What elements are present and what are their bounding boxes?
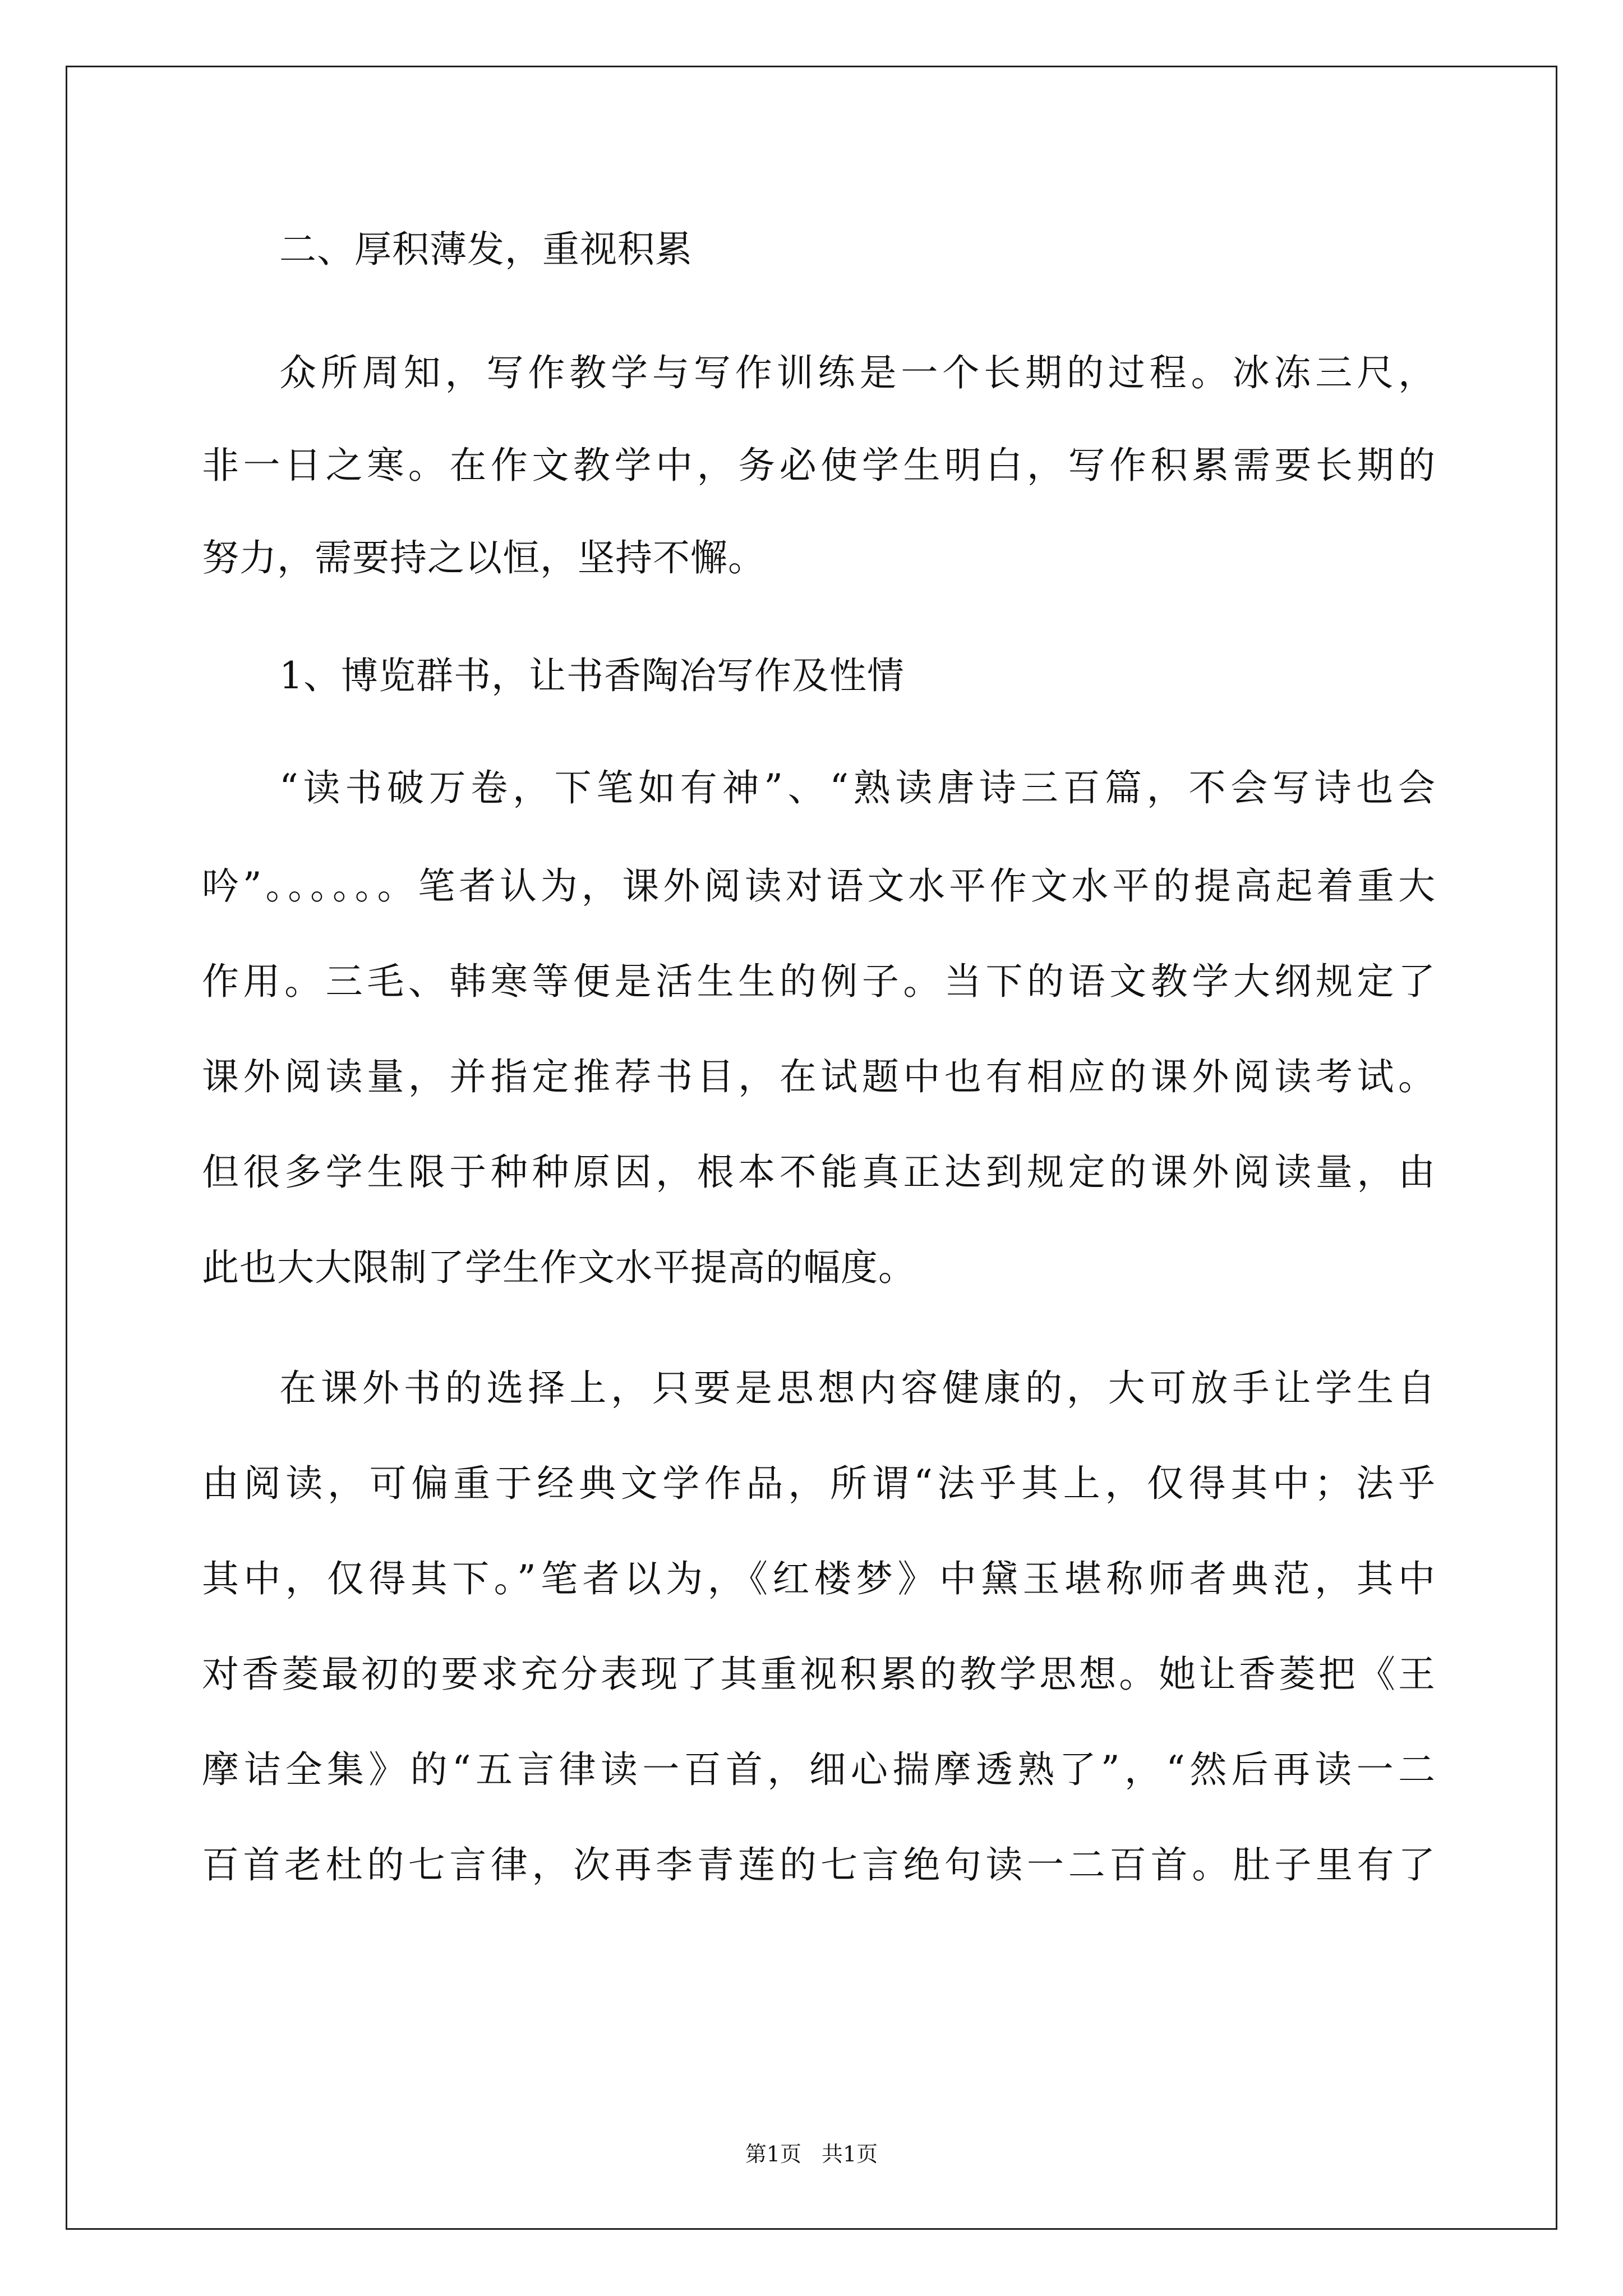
paragraph-line: 在课外书的选择上，只要是思想内容健康的，大可放手让学生自 xyxy=(279,1366,1436,1410)
section-heading: 二、厚积薄发，重视积累 xyxy=(279,228,693,271)
paragraph-line: 由阅读，可偏重于经典文学作品，所谓“法乎其上，仅得其中；法乎 xyxy=(202,1462,1436,1505)
page-footer xyxy=(0,2137,1623,2171)
paragraph-line: 努力，需要持之以恒，坚持不懈。 xyxy=(202,536,766,579)
paragraph-line: 作用。三毛、韩寒等便是活生生的例子。当下的语文教学大纲规定了 xyxy=(202,960,1436,1003)
page-total: 共1页 xyxy=(822,2142,878,2166)
paragraph-line: 百首老杜的七言律，次再李青莲的七言绝句读一二百首。肚子里有了 xyxy=(202,1843,1436,1887)
paragraph-line: 此也大大限制了学生作文水平提高的幅度。 xyxy=(202,1246,916,1289)
paragraph-line: 其中，仅得其下。”笔者以为，《红楼梦》中黛玉堪称师者典范，其中 xyxy=(202,1557,1436,1600)
paragraph-line: 摩诘全集》的“五言律读一百首，细心揣摩透熟了”，“然后再读一二 xyxy=(202,1748,1436,1791)
paragraph-line: 对香菱最初的要求充分表现了其重视积累的教学思想。她让香菱把《王 xyxy=(202,1653,1436,1696)
subsection-heading: 1、博览群书，让书香陶冶写作及性情 xyxy=(279,654,905,697)
paragraph-line: “读书破万卷，下笔如有神”、“熟读唐诗三百篇，不会写诗也会 xyxy=(279,766,1436,809)
paragraph-line: 但很多学生限于种种原因，根本不能真正达到规定的课外阅读量，由 xyxy=(202,1151,1436,1194)
page-number: 第1页 xyxy=(745,2142,801,2166)
paragraph-line: 课外阅读量，并指定推荐书目，在试题中也有相应的课外阅读考试。 xyxy=(202,1055,1436,1098)
paragraph-line: 吟”。。。。。。笔者认为，课外阅读对语文水平作文水平的提高起着重大 xyxy=(202,864,1436,908)
paragraph-line: 非一日之寒。在作文教学中，务必使学生明白，写作积累需要长期的 xyxy=(202,444,1436,487)
paragraph-line: 众所周知，写作教学与写作训练是一个长期的过程。冰冻三尺， xyxy=(279,351,1436,394)
